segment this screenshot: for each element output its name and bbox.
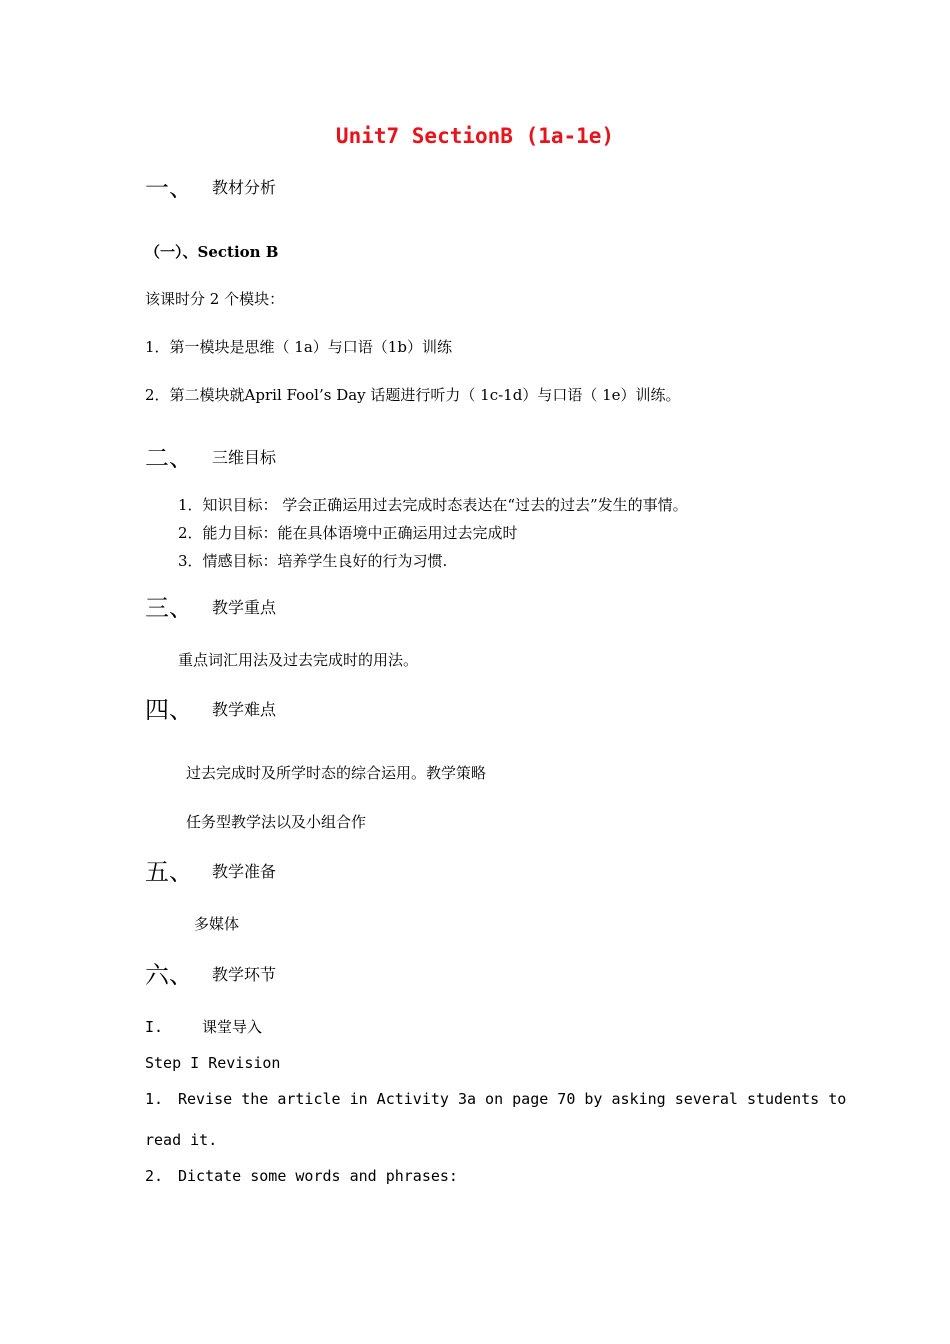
part-heading: 课堂导入 <box>202 1018 263 1036</box>
list-item: Dictate some words and phrases: <box>178 1167 458 1185</box>
section-heading: 教学准备 <box>212 862 277 881</box>
paragraph: 重点词汇用法及过去完成时的用法。 <box>178 651 419 669</box>
paragraph: 过去完成时及所学时态的综合运用。教学策略 <box>186 764 487 782</box>
section-heading: 三维目标 <box>212 448 277 467</box>
section-heading: 教材分析 <box>212 178 277 197</box>
list-item: 1．知识目标： 学会正确运用过去完成时态表达在“过去的过去”发生的事情。 <box>178 496 688 514</box>
section-number: 六、 <box>145 961 193 989</box>
list-item-number: 1. <box>145 1090 164 1108</box>
list-item: 2．第二模块就April Fool’s Day 话题进行听力（ 1c-1d）与口语（ 1e）训练。 <box>145 386 681 404</box>
subheading: （一）、Section B <box>145 243 279 261</box>
list-item: 3．情感目标：培养学生良好的行为习惯. <box>178 552 448 570</box>
section-heading: 教学重点 <box>212 598 277 617</box>
paragraph: 多媒体 <box>194 915 240 933</box>
list-item-number: 2. <box>145 1167 164 1185</box>
paragraph: 任务型教学法以及小组合作 <box>186 813 367 831</box>
section-number: 三、 <box>145 594 193 622</box>
list-item-continuation: read it. <box>145 1131 218 1149</box>
section-number: 四、 <box>145 696 193 724</box>
section-heading: 教学难点 <box>212 700 277 719</box>
list-item: 1．第一模块是思维（ 1a）与口语（1b）训练 <box>145 338 452 356</box>
step-heading: Step I Revision <box>145 1054 281 1072</box>
section-number: 五、 <box>145 858 193 886</box>
section-number: 一、 <box>145 174 193 202</box>
page-title: Unit7 SectionB (1a-1e) <box>335 124 615 148</box>
list-item: 2．能力目标：能在具体语境中正确运用过去完成时 <box>178 524 518 542</box>
paragraph: 该课时分 2 个模块： <box>145 290 285 308</box>
part-number: I. <box>145 1018 164 1036</box>
section-number: 二、 <box>145 444 193 472</box>
section-heading: 教学环节 <box>212 965 277 984</box>
list-item: Revise the article in Activity 3a on page 70 by asking several students to <box>178 1090 847 1108</box>
